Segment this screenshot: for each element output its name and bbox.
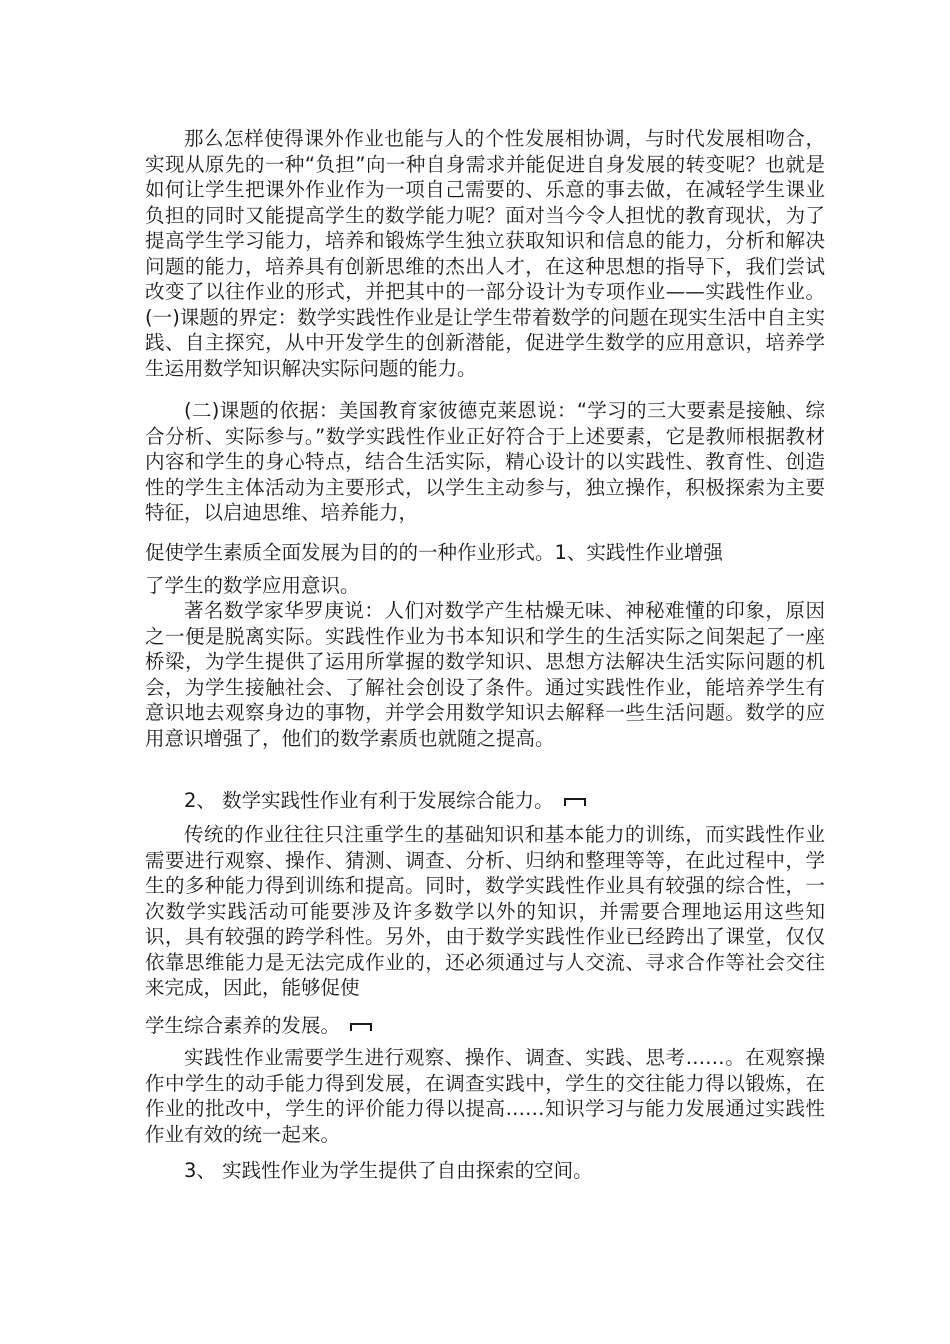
heading-text bbox=[145, 788, 825, 814]
paragraph-text: 促使学生素质全面发展为目的的一种作业形式。1、实践性作业增强 bbox=[145, 541, 723, 564]
paragraph-basis-end bbox=[145, 573, 825, 599]
paragraph-text: 著名数学家华罗庚说：人们对数学产生枯燥无味、神秘难懂的印象，原因之一便是脱离实际。实践性作业为书本知识和学生的生活实际之间架起了一座桥梁，为学生提供了运用所掌握的数学知识、思想方法解决生活实际问题的机会，为学生接触社会、了解社会创设了条件。通过实践性作业，能培养学生有意识地去观察身边的事物，并学会用数学知识去解释一些生活问题。数学的应用意识增强了，他们的数学素质也就随之提高。 bbox=[145, 599, 825, 750]
paragraph-text: (二)课题的依据：美国教育家彼德克莱恩说：“学习的三大要素是接触、综合分析、实际参与。”数学实践性作业正好符合于上述要素，它是教师根据教材内容和学生的身心特点，结合生活实际，精心设计的以实践性、教育性、创造性的学生主体活动为主要形式，以学生主动参与，独立操作，积极探索为主要特征，以启迪思维、培养能力， bbox=[145, 399, 825, 524]
paragraph-comprehensive-end bbox=[145, 1013, 825, 1039]
paragraph-text: 传统的作业往往只注重学生的基础知识和基本能力的训练，而实践性作业需要进行观察、操作、猜测、调查、分析、归纳和整理等等，在此过程中，学生的多种能力得到训练和提高。同时，数学实践性作业具有较强的综合性，一次数学实践活动可能要涉及许多数学以外的知识，并需要合理地运用这些知识，具有较强的跨学科性。另外，由于数学实践性作业已经跨出了课堂，仅仅依靠思维能力是无法完成作业的，还必须通过与人交流、寻求合作等社会交往来完成，因此，能够促使 bbox=[145, 823, 825, 999]
paragraph-definition bbox=[145, 126, 825, 381]
paragraph-text: 实践性作业需要学生进行观察、操作、调查、实践、思考……。在观察操作中学生的动手能力得到发展，在调查实践中，学生的交往能力得以锻炼，在作业的批改中，学生的评价能力得以提高……知识学习与能力发展通过实践性作业有效的统一起来。 bbox=[145, 1046, 825, 1146]
heading-text: 3、 实践性作业为学生提供了自由探索的空间。 bbox=[184, 1159, 593, 1182]
heading-label: 2、 数学实践性作业有利于发展综合能力。 bbox=[184, 789, 554, 812]
bracket-mark-icon bbox=[564, 798, 586, 806]
paragraph-basis-cont bbox=[145, 540, 825, 566]
bracket-mark-icon bbox=[350, 1023, 372, 1031]
paragraph-text: 那么怎样使得课外作业也能与人的个性发展相协调，与时代发展相吻合，实现从原先的一种“负担”向一种自身需求并能促进自身发展的转变呢？也就是如何让学生把课外作业作为一项自己需要的、乐意的事去做，在减轻学生课业负担的同时又能提高学生的数学能力呢？面对当今令人担忧的教育现状，为了提高学生学习能力，培养和锻炼学生独立获取知识和信息的能力，分析和解决问题的能力，培养具有创新思维的杰出人才，在这种思想的指导下，我们尝试改变了以往作业的形式，并把其中的一部分设计为专项作业——实践性作业。(一)课题的界定：数学实践性作业是让学生带着数学的问题在现实生活中自主实践、自主探究，从中开发学生的创新潜能，促进学生数学的应用意识，培养学生运用数学知识解决实际问题的能力。 bbox=[145, 127, 825, 380]
paragraph-basis bbox=[145, 398, 825, 526]
paragraph-hualuogeng bbox=[145, 598, 825, 751]
section-heading-3 bbox=[145, 1158, 825, 1184]
paragraph-comprehensive bbox=[145, 822, 825, 1001]
paragraph-text bbox=[145, 1013, 825, 1039]
paragraph-practice bbox=[145, 1045, 825, 1147]
paragraph-label: 学生综合素养的发展。 bbox=[145, 1014, 341, 1037]
section-heading-2 bbox=[145, 788, 825, 814]
paragraph-text: 了学生的数学应用意识。 bbox=[145, 574, 360, 597]
